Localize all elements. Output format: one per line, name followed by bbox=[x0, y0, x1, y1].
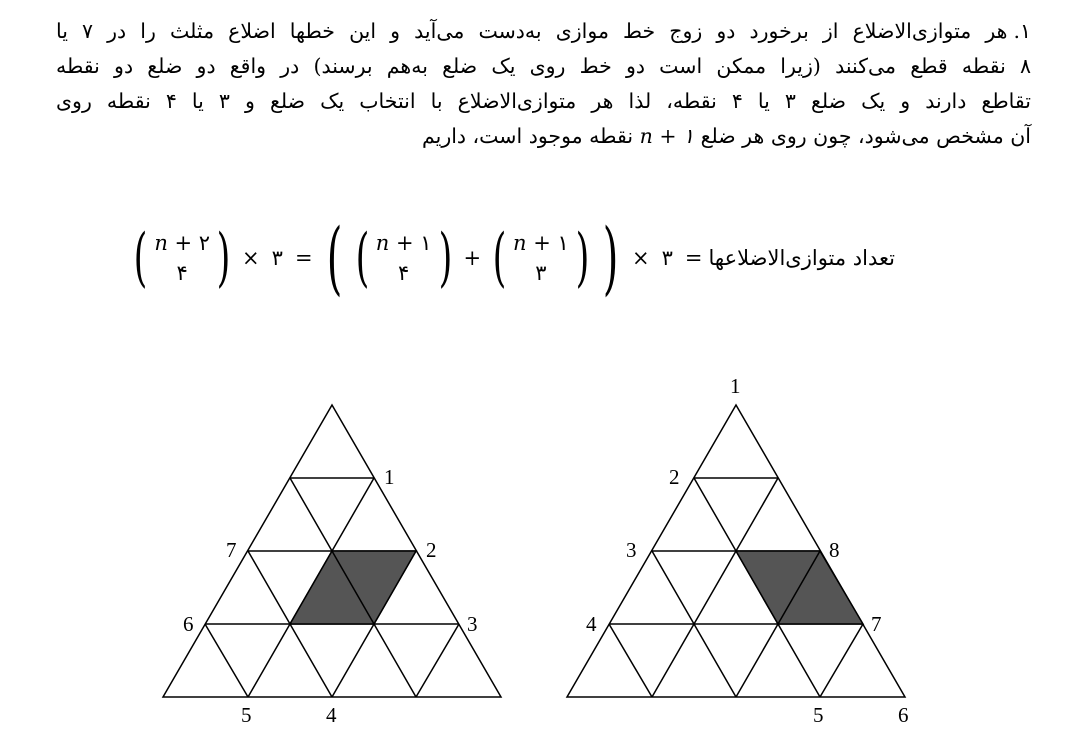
problem-line-2: ۸ نقطه قطع می‌کنند (زیرا ممکن است دو خط روی یک ضلع به‌هم برسند) در واقع دو ضلع دو نقطه bbox=[56, 54, 1031, 78]
formula-times-1: × bbox=[632, 246, 650, 270]
outer-paren-open: ( bbox=[326, 211, 342, 304]
binom1-bottom: ۴ bbox=[397, 261, 410, 285]
binom-n1-4: ( n + ۱ ۴ ) bbox=[355, 221, 452, 295]
formula-plus: + bbox=[463, 246, 482, 270]
binom-n2-4: ( n + ۲ ۴ ) bbox=[133, 221, 231, 295]
problem-line-1 bbox=[56, 14, 1031, 49]
outer-paren-close: ) bbox=[602, 211, 619, 304]
right-label-4: 4 bbox=[586, 612, 597, 636]
right-label-6: 6 bbox=[898, 703, 909, 727]
formula-coef-2: ۳ bbox=[271, 246, 283, 270]
grid-line-r3 bbox=[609, 624, 652, 697]
right-label-5: 5 bbox=[813, 703, 824, 727]
binom2-bottom: ۳ bbox=[535, 261, 547, 285]
formula-equals-1: = bbox=[684, 246, 703, 270]
binom3-var: n bbox=[154, 231, 168, 255]
line-1-text: هر متوازی‌الاضلاع از برخورد دو زوج خط موازی به‌دست می‌آید و این خطها اضلاع مثلث را در ۷ یا bbox=[56, 19, 1008, 43]
right-label-1: 1 bbox=[730, 374, 741, 398]
line-4-tail: نقطه موجود است، داریم bbox=[421, 124, 634, 148]
formula-times-2: × bbox=[242, 246, 260, 270]
left-label-3: 3 bbox=[467, 612, 478, 636]
right-label-3: 3 bbox=[626, 538, 637, 562]
grid-line-l3 bbox=[820, 624, 863, 697]
formula-label: تعداد متوازی‌الاضلاعها bbox=[708, 246, 895, 270]
formula-sum-group bbox=[319, 211, 626, 304]
grid-line-l3 bbox=[416, 624, 459, 697]
line-4-start: آن مشخص می‌شود، چون روی هر ضلع bbox=[700, 124, 1031, 148]
formula-coef-1: ۳ bbox=[661, 246, 673, 270]
left-label-5: 5 bbox=[241, 703, 252, 727]
binom3-top: + ۲ bbox=[167, 231, 211, 255]
left-triangle-figure bbox=[150, 390, 520, 740]
formula-equals-2: = bbox=[294, 246, 313, 270]
left-label-7: 7 bbox=[226, 538, 237, 562]
grid-line-r3 bbox=[205, 624, 248, 697]
right-label-7: 7 bbox=[871, 612, 882, 636]
binom1-var: n bbox=[375, 231, 390, 255]
binom3-bottom: ۴ bbox=[176, 261, 188, 285]
binom2-top: + ۱ bbox=[526, 231, 569, 255]
binom-n1-3: ( n + ۱ ۳ ) bbox=[492, 221, 590, 295]
problem-text bbox=[56, 14, 1031, 154]
count-formula bbox=[133, 211, 895, 304]
problem-line-3: تقاطع دارند و یک ضلع ۳ یا ۴ نقطه، لذا هر متوازی‌الاضلاع با انتخاب یک ضلع و ۳ یا ۴ نقطه روی bbox=[56, 89, 1031, 113]
line-4-math: n + ۱ bbox=[639, 124, 695, 148]
right-label-2: 2 bbox=[669, 465, 680, 489]
problem-line-4 bbox=[56, 119, 1031, 154]
right-label-8: 8 bbox=[829, 538, 840, 562]
left-label-2: 2 bbox=[426, 538, 437, 562]
right-triangle-figure bbox=[560, 365, 920, 740]
problem-number: ۱. bbox=[1013, 19, 1031, 43]
binom2-var: n bbox=[513, 231, 527, 255]
left-label-4: 4 bbox=[326, 703, 337, 727]
binom1-top: + ۱ bbox=[389, 231, 432, 255]
left-label-1: 1 bbox=[384, 465, 395, 489]
left-label-6: 6 bbox=[183, 612, 194, 636]
